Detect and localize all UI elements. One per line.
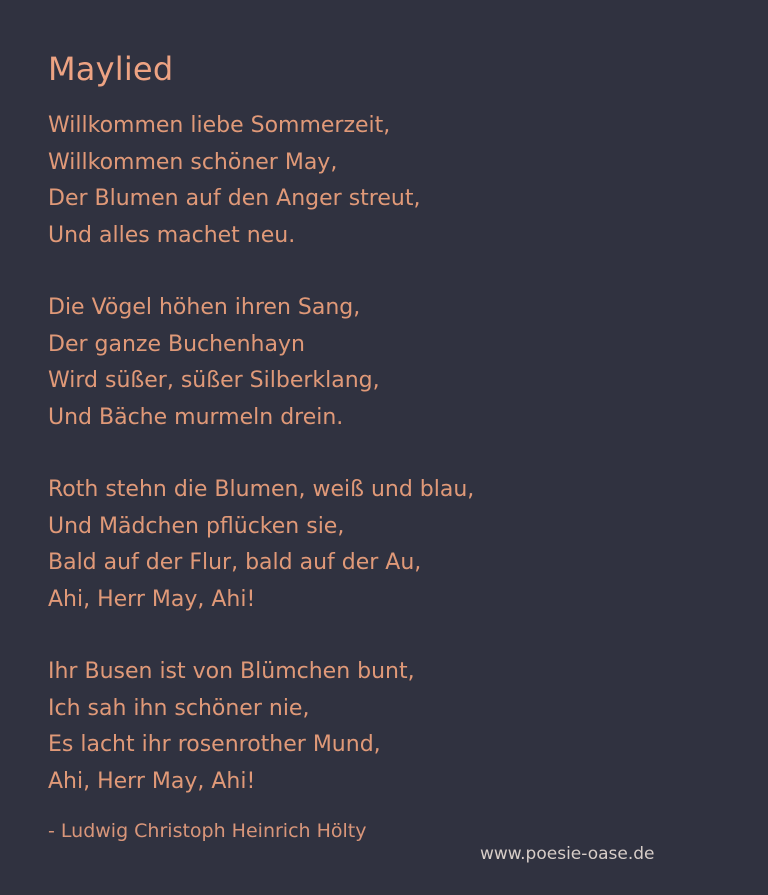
verse-line: Der ganze Buchenhayn (48, 331, 305, 357)
verse-line: Willkommen schöner May, (48, 149, 338, 175)
author-attribution: - Ludwig Christoph Heinrich Hölty (48, 820, 367, 842)
stanza (48, 472, 728, 618)
stanza (48, 654, 728, 800)
verse-line: Ahi, Herr May, Ahi! (48, 586, 256, 612)
verse-line: Roth stehn die Blumen, weiß und blau, (48, 477, 475, 502)
poem-body (48, 108, 728, 836)
verse-line: Es lacht ihr rosenrother Mund, (48, 732, 381, 757)
verse-line: Und Bäche murmeln drein. (48, 404, 344, 430)
verse-line: Ihr Busen ist von Blümchen bunt, (48, 659, 415, 684)
verse-line: Ich sah ihn schöner nie, (48, 695, 310, 721)
website-watermark: www.poesie-oase.de (480, 844, 655, 864)
verse-line: Wird süßer, süßer Silberklang, (48, 368, 380, 393)
verse-line: Der Blumen auf den Anger streut, (48, 186, 421, 211)
verse-line: Ahi, Herr May, Ahi! (48, 768, 256, 794)
verse-line: Und alles machet neu. (48, 222, 296, 248)
verse-line: Bald auf der Flur, bald auf der Au, (48, 550, 422, 575)
stanza (48, 108, 728, 254)
verse-line: Die Vögel höhen ihren Sang, (48, 295, 361, 320)
stanza (48, 290, 728, 436)
poem-title: Maylied (48, 50, 174, 88)
verse-line: Willkommen liebe Sommerzeit, (48, 113, 391, 138)
verse-line: Und Mädchen pflücken sie, (48, 513, 345, 539)
